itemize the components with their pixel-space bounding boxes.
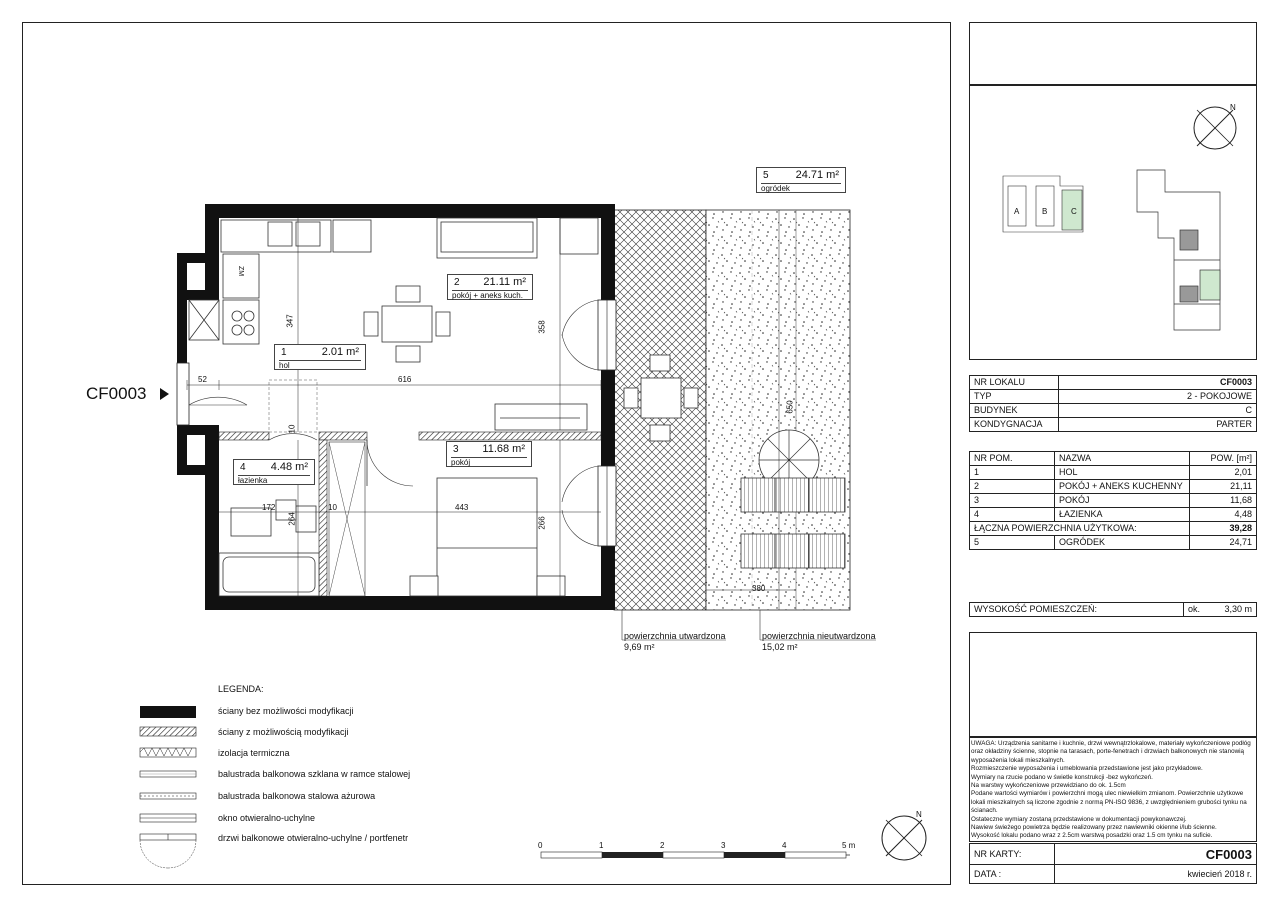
dimension-label: 52 [198, 375, 207, 384]
column-header: POW. [m²] [1190, 452, 1257, 466]
table-row [970, 418, 1257, 432]
table-row [970, 844, 1257, 865]
height-prefix: ok. [1188, 604, 1201, 614]
site-mini [1003, 176, 1083, 232]
legend-item: ściany z możliwością modyfikacji [218, 727, 349, 737]
table-row [970, 404, 1257, 418]
room-label-5 [756, 167, 846, 193]
building-label-c: C [1071, 207, 1077, 216]
notes-text [971, 740, 1257, 841]
legend-item: izolacja termiczna [218, 748, 290, 758]
dimension-label: 10 [328, 503, 337, 512]
note-line: Rozmieszczenie wyposażenia i umeblowania przedstawione jest jako przykładowe. [971, 765, 1203, 773]
unpaved-surface-label: powierzchnia nieutwardzona [762, 631, 876, 641]
total-value: 39,28 [1190, 522, 1257, 536]
card-value: CF0003 [1055, 844, 1257, 865]
dimension-label: 172 [262, 503, 276, 512]
room-label-1 [274, 344, 366, 370]
note-line: Wymiary na rzucie podano w świetle konstrukcji -bez wykończeń. [971, 773, 1153, 781]
dimension-label: 358 [537, 320, 547, 334]
room-number: 2 [454, 277, 460, 288]
room-label-2 [447, 274, 533, 300]
paved-surface-label: powierzchnia utwardzona [624, 631, 726, 641]
room-name: ŁAZIENKA [1055, 508, 1190, 522]
table-total-row [970, 522, 1257, 536]
legend-item: ściany bez możliwości modyfikacji [218, 706, 354, 716]
room-name: POKÓJ [1055, 494, 1190, 508]
room-area: 24.71 m² [795, 169, 839, 181]
dimension-label: 264 [287, 512, 297, 526]
room-name: hol [279, 360, 361, 370]
unpaved-surface-area: 15,02 m² [762, 642, 798, 652]
legend-item: balustrada balkonowa szklana w ramce stalowej [218, 769, 411, 779]
sheet-footer-table [969, 843, 1257, 884]
north-arrow-keyplan [1194, 107, 1236, 149]
card-label: NR KARTY: [970, 844, 1055, 865]
scale-bar [541, 852, 850, 858]
note-line: UWAGA: Urządzenia sanitarne i kuchnie, drzwi wewnątrzlokalowe, materiały wykończeniowe podłóg oraz okładziny ścienne, stopnie na tarasach, porte-fenetrach i drzwiach balkonowych nie stanowią wyposażenia lokali mieszkalnych. [971, 740, 1251, 764]
room-area: 11,68 [1190, 494, 1257, 508]
room-name: POKÓJ + ANEKS KUCHENNY [1055, 480, 1190, 494]
table-row [970, 494, 1257, 508]
room-label-4 [233, 459, 315, 485]
room-nr: 3 [970, 494, 1055, 508]
room-area: 21.11 m² [483, 276, 526, 288]
room-area: 21,11 [1190, 480, 1257, 494]
room-name: OGRÓDEK [1055, 536, 1190, 550]
dimension-label: 650 [785, 400, 795, 414]
scale-tick: 1 [599, 841, 604, 850]
date-value: kwiecień 2018 r. [1055, 865, 1257, 884]
scale-tick: 5 m [842, 841, 856, 850]
column-header: NAZWA [1055, 452, 1190, 466]
table-row [970, 603, 1257, 617]
height-value: 3,30 m [1224, 604, 1252, 614]
building-label-a: A [1014, 207, 1020, 216]
legend-item: okno otwieralno-uchylne [218, 813, 316, 823]
room-number: 1 [281, 347, 287, 358]
scale-tick: 2 [660, 841, 665, 850]
total-label: ŁĄCZNA POWIERZCHNIA UŻYTKOWA: [970, 522, 1190, 536]
legend-symbols [140, 706, 196, 868]
info-value: C [1059, 404, 1257, 418]
north-label: N [1230, 103, 1236, 112]
room-nr: 4 [970, 508, 1055, 522]
room-number: 4 [240, 462, 246, 473]
fridge-label: ZM [237, 265, 245, 277]
room-name: pokój [451, 457, 527, 467]
scale-tick: 0 [538, 841, 543, 850]
room-height-table [969, 602, 1257, 617]
room-name: łazienka [238, 475, 310, 485]
column-header: NR POM. [970, 452, 1055, 466]
room-area: 2.01 m² [321, 346, 359, 358]
height-label: WYSOKOŚĆ POMIESZCZEŃ: [970, 603, 1184, 617]
scale-tick: 4 [782, 841, 787, 850]
room-name: pokój + aneks kuch. [452, 290, 528, 300]
north-arrow-bottom [882, 816, 926, 860]
note-line: Podane wartości wymiarów i powierzchni mogą ulec niewielkim zmianom. Powierzchnie użytkowe lokali mieszkalnych są liczone zgodnie z normą PN-ISO 9836, z uwzględnieniem grubości tynku na ścianach. [971, 790, 1247, 815]
info-value: CF0003 [1059, 376, 1257, 390]
table-row [970, 466, 1257, 480]
room-name: ogródek [761, 183, 841, 193]
rooms-area-table [969, 451, 1257, 550]
date-label: DATA : [970, 865, 1055, 884]
room-area: 4.48 m² [270, 461, 308, 473]
room-number: 3 [453, 444, 459, 455]
table-header-row [970, 452, 1257, 466]
table-row [970, 480, 1257, 494]
room-nr: 2 [970, 480, 1055, 494]
dimension-label: 443 [455, 503, 469, 512]
height-value-cell [1184, 603, 1257, 617]
room-nr: 5 [970, 536, 1055, 550]
info-value: 2 - POKOJOWE [1059, 390, 1257, 404]
north-label: N [916, 810, 922, 819]
info-label: TYP [970, 390, 1059, 404]
dimension-label: 380 [752, 584, 766, 593]
building-c-mini [1137, 170, 1220, 330]
room-name: HOL [1055, 466, 1190, 480]
unit-code-label: CF0003 [86, 384, 147, 403]
table-row [970, 865, 1257, 884]
note-line: Nawiew świeżego powietrza będzie realizowany przez nawiewniki okienne i/lub ścienne. [971, 824, 1217, 832]
room-area: 4,48 [1190, 508, 1257, 522]
info-label: NR LOKALU [970, 376, 1059, 390]
paved-surface-area: 9,69 m² [624, 642, 655, 652]
table-row [970, 536, 1257, 550]
dimension-label: 347 [285, 314, 295, 328]
room-area: 2,01 [1190, 466, 1257, 480]
scale-tick: 3 [721, 841, 726, 850]
note-line: Na warstwy wykończeniowe przewidziano do ok. 1.5cm [971, 782, 1126, 790]
note-line: Wysokość lokalu podano wraz z 2.5cm warstwą posadzki oraz 1.5 cm tynku na suficie. [971, 832, 1213, 840]
dimension-label: 10 [287, 424, 297, 434]
legend-item: drzwi balkonowe otwieralno-uchylne / portfenetr [218, 833, 409, 843]
dimension-label: 266 [537, 516, 547, 530]
table-row [970, 376, 1257, 390]
info-label: KONDYGNACJA [970, 418, 1059, 432]
legend-title: LEGENDA: [218, 684, 264, 694]
legend-item: balustrada balkonowa stalowa ażurowa [218, 791, 376, 801]
table-row [970, 390, 1257, 404]
note-line: Ostateczne wymiary zostaną przedstawione w dokumentacji powykonawczej. [971, 815, 1187, 823]
room-number: 5 [763, 170, 769, 181]
table-row [970, 508, 1257, 522]
info-value: PARTER [1059, 418, 1257, 432]
unit-info-table [969, 375, 1257, 432]
dimension-label: 616 [398, 375, 412, 384]
room-nr: 1 [970, 466, 1055, 480]
info-label: BUDYNEK [970, 404, 1059, 418]
room-area: 11.68 m² [482, 443, 525, 455]
room-label-3 [446, 441, 532, 467]
room-area: 24,71 [1190, 536, 1257, 550]
building-label-b: B [1042, 207, 1048, 216]
